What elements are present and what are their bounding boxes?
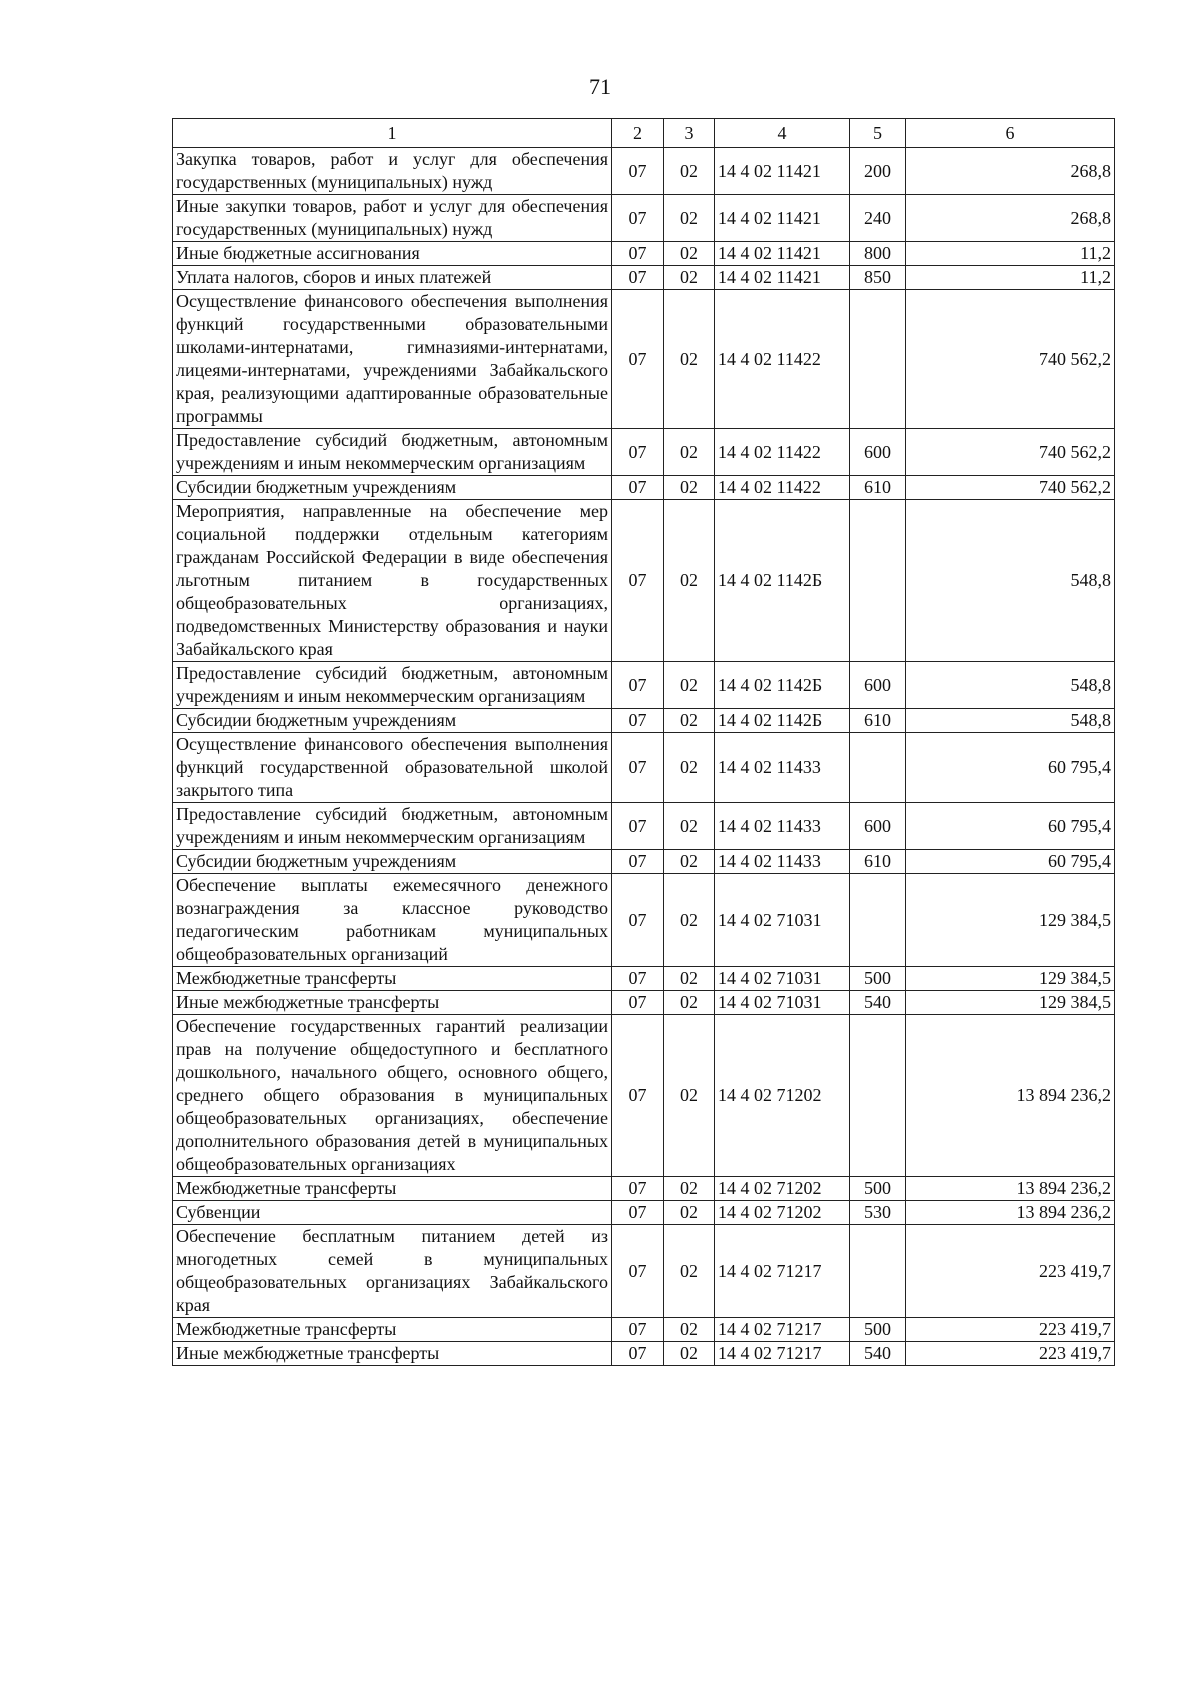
row-section: 07	[612, 991, 664, 1015]
row-name: Субсидии бюджетным учреждениям	[173, 850, 612, 874]
row-section: 07	[612, 1225, 664, 1318]
row-expense-type: 200	[850, 148, 906, 195]
row-name: Межбюджетные трансферты	[173, 1318, 612, 1342]
row-target-code: 14 4 02 11433	[715, 850, 850, 874]
row-target-code: 14 4 02 71031	[715, 874, 850, 967]
table-row	[173, 429, 1115, 476]
row-subsection: 02	[664, 1318, 715, 1342]
table-row	[173, 1225, 1115, 1318]
row-target-code: 14 4 02 71217	[715, 1318, 850, 1342]
row-name: Закупка товаров, работ и услуг для обеспечения государственных (муниципальных) нужд	[173, 148, 612, 195]
table-row	[173, 500, 1115, 662]
table-row	[173, 290, 1115, 429]
row-section: 07	[612, 662, 664, 709]
row-name: Осуществление финансового обеспечения выполнения функций государственными образовательными школами-интернатами, гимназиями-интернатами, лицеями-интернатами, учреждениями Забайкальского края, реализующими адаптированные образовательные программы	[173, 290, 612, 429]
row-amount: 129 384,5	[906, 967, 1115, 991]
row-section: 07	[612, 874, 664, 967]
row-name: Обеспечение выплаты ежемесячного денежного вознаграждения за классное руководство педагогическим работникам муниципальных общеобразовательных организаций	[173, 874, 612, 967]
row-name: Осуществление финансового обеспечения выполнения функций государственной образовательной школой закрытого типа	[173, 733, 612, 803]
row-section: 07	[612, 290, 664, 429]
row-expense-type: 610	[850, 850, 906, 874]
row-section: 07	[612, 967, 664, 991]
row-name: Субсидии бюджетным учреждениям	[173, 709, 612, 733]
row-amount: 60 795,4	[906, 733, 1115, 803]
row-expense-type: 500	[850, 1177, 906, 1201]
row-subsection: 02	[664, 662, 715, 709]
row-subsection: 02	[664, 1342, 715, 1366]
row-subsection: 02	[664, 967, 715, 991]
row-expense-type: 500	[850, 1318, 906, 1342]
row-amount: 11,2	[906, 266, 1115, 290]
row-target-code: 14 4 02 11433	[715, 803, 850, 850]
row-amount: 60 795,4	[906, 850, 1115, 874]
row-name: Предоставление субсидий бюджетным, автономным учреждениям и иным некоммерческим организациям	[173, 429, 612, 476]
row-subsection: 02	[664, 429, 715, 476]
row-expense-type: 600	[850, 662, 906, 709]
table-row	[173, 476, 1115, 500]
table-row	[173, 1342, 1115, 1366]
row-subsection: 02	[664, 148, 715, 195]
row-target-code: 14 4 02 1142Б	[715, 662, 850, 709]
header-col-1: 1	[173, 119, 612, 148]
header-col-3: 3	[664, 119, 715, 148]
row-amount: 268,8	[906, 195, 1115, 242]
row-amount: 548,8	[906, 500, 1115, 662]
row-expense-type: 800	[850, 242, 906, 266]
table-body	[173, 148, 1115, 1366]
row-name: Мероприятия, направленные на обеспечение мер социальной поддержки отдельным категориям гражданам Российской Федерации в виде обеспечения льготным питанием в государственных общеобразовательных организациях, подведомственных Министерству образования и науки Забайкальского края	[173, 500, 612, 662]
row-amount: 548,8	[906, 662, 1115, 709]
table-row	[173, 733, 1115, 803]
row-expense-type: 610	[850, 709, 906, 733]
row-subsection: 02	[664, 500, 715, 662]
row-subsection: 02	[664, 733, 715, 803]
header-col-6: 6	[906, 119, 1115, 148]
row-section: 07	[612, 148, 664, 195]
row-expense-type: 600	[850, 803, 906, 850]
row-target-code: 14 4 02 71217	[715, 1225, 850, 1318]
row-subsection: 02	[664, 266, 715, 290]
row-target-code: 14 4 02 71031	[715, 991, 850, 1015]
table-row	[173, 709, 1115, 733]
row-subsection: 02	[664, 803, 715, 850]
row-subsection: 02	[664, 850, 715, 874]
row-section: 07	[612, 803, 664, 850]
row-expense-type	[850, 1225, 906, 1318]
row-expense-type	[850, 500, 906, 662]
row-target-code: 14 4 02 71202	[715, 1015, 850, 1177]
row-expense-type	[850, 290, 906, 429]
row-section: 07	[612, 1201, 664, 1225]
row-amount: 268,8	[906, 148, 1115, 195]
row-target-code: 14 4 02 11422	[715, 290, 850, 429]
row-target-code: 14 4 02 1142Б	[715, 500, 850, 662]
row-name: Уплата налогов, сборов и иных платежей	[173, 266, 612, 290]
row-target-code: 14 4 02 71202	[715, 1201, 850, 1225]
row-subsection: 02	[664, 991, 715, 1015]
page-number: 71	[589, 74, 611, 99]
row-name: Обеспечение бесплатным питанием детей из многодетных семей в муниципальных общеобразовательных организациях Забайкальского края	[173, 1225, 612, 1318]
row-expense-type	[850, 733, 906, 803]
row-name: Иные бюджетные ассигнования	[173, 242, 612, 266]
row-section: 07	[612, 850, 664, 874]
row-subsection: 02	[664, 1201, 715, 1225]
row-name: Обеспечение государственных гарантий реализации прав на получение общедоступного и бесплатного дошкольного, начального общего, основного общего, среднего общего образования в муниципальных общеобразовательных организациях, обеспечение дополнительного образования детей в муниципальных общеобразовательных организациях	[173, 1015, 612, 1177]
row-expense-type: 850	[850, 266, 906, 290]
row-expense-type: 540	[850, 991, 906, 1015]
table-row	[173, 266, 1115, 290]
table-row	[173, 874, 1115, 967]
row-expense-type: 240	[850, 195, 906, 242]
table-row	[173, 850, 1115, 874]
row-section: 07	[612, 1015, 664, 1177]
row-name: Иные межбюджетные трансферты	[173, 1342, 612, 1366]
table-row	[173, 1015, 1115, 1177]
table-row	[173, 1318, 1115, 1342]
row-amount: 13 894 236,2	[906, 1177, 1115, 1201]
row-section: 07	[612, 1177, 664, 1201]
row-name: Иные закупки товаров, работ и услуг для обеспечения государственных (муниципальных) нужд	[173, 195, 612, 242]
row-target-code: 14 4 02 11422	[715, 429, 850, 476]
header-col-2: 2	[612, 119, 664, 148]
row-subsection: 02	[664, 242, 715, 266]
row-expense-type: 500	[850, 967, 906, 991]
header-col-5: 5	[850, 119, 906, 148]
row-name: Предоставление субсидий бюджетным, автономным учреждениям и иным некоммерческим организациям	[173, 662, 612, 709]
row-expense-type	[850, 874, 906, 967]
row-amount: 11,2	[906, 242, 1115, 266]
row-section: 07	[612, 266, 664, 290]
table-row	[173, 967, 1115, 991]
row-subsection: 02	[664, 476, 715, 500]
row-amount: 60 795,4	[906, 803, 1115, 850]
row-target-code: 14 4 02 11421	[715, 266, 850, 290]
row-section: 07	[612, 500, 664, 662]
row-name: Межбюджетные трансферты	[173, 967, 612, 991]
row-name: Иные межбюджетные трансферты	[173, 991, 612, 1015]
row-name: Субвенции	[173, 1201, 612, 1225]
row-expense-type: 540	[850, 1342, 906, 1366]
row-section: 07	[612, 476, 664, 500]
row-section: 07	[612, 709, 664, 733]
header-row	[173, 119, 1115, 148]
row-section: 07	[612, 242, 664, 266]
row-name: Межбюджетные трансферты	[173, 1177, 612, 1201]
row-section: 07	[612, 1318, 664, 1342]
row-amount: 740 562,2	[906, 476, 1115, 500]
row-target-code: 14 4 02 11422	[715, 476, 850, 500]
table-row	[173, 991, 1115, 1015]
row-section: 07	[612, 195, 664, 242]
row-expense-type: 600	[850, 429, 906, 476]
row-target-code: 14 4 02 11421	[715, 242, 850, 266]
table-row	[173, 803, 1115, 850]
budget-table	[172, 118, 1115, 1366]
row-subsection: 02	[664, 1177, 715, 1201]
table-row	[173, 148, 1115, 195]
row-expense-type	[850, 1015, 906, 1177]
row-section: 07	[612, 429, 664, 476]
row-amount: 13 894 236,2	[906, 1015, 1115, 1177]
row-name: Предоставление субсидий бюджетным, автономным учреждениям и иным некоммерческим организациям	[173, 803, 612, 850]
row-amount: 740 562,2	[906, 429, 1115, 476]
row-section: 07	[612, 733, 664, 803]
row-target-code: 14 4 02 71031	[715, 967, 850, 991]
row-expense-type: 530	[850, 1201, 906, 1225]
row-amount: 129 384,5	[906, 874, 1115, 967]
table-row	[173, 662, 1115, 709]
header-col-4: 4	[715, 119, 850, 148]
row-amount: 740 562,2	[906, 290, 1115, 429]
row-name: Субсидии бюджетным учреждениям	[173, 476, 612, 500]
row-target-code: 14 4 02 71202	[715, 1177, 850, 1201]
row-subsection: 02	[664, 709, 715, 733]
row-subsection: 02	[664, 290, 715, 429]
row-amount: 129 384,5	[906, 991, 1115, 1015]
table-row	[173, 1177, 1115, 1201]
row-target-code: 14 4 02 11433	[715, 733, 850, 803]
row-expense-type: 610	[850, 476, 906, 500]
row-amount: 13 894 236,2	[906, 1201, 1115, 1225]
row-subsection: 02	[664, 195, 715, 242]
table-row	[173, 195, 1115, 242]
row-subsection: 02	[664, 1225, 715, 1318]
row-target-code: 14 4 02 1142Б	[715, 709, 850, 733]
row-amount: 223 419,7	[906, 1225, 1115, 1318]
row-amount: 548,8	[906, 709, 1115, 733]
row-subsection: 02	[664, 874, 715, 967]
row-target-code: 14 4 02 11421	[715, 195, 850, 242]
row-section: 07	[612, 1342, 664, 1366]
row-subsection: 02	[664, 1015, 715, 1177]
row-target-code: 14 4 02 71217	[715, 1342, 850, 1366]
table-row	[173, 1201, 1115, 1225]
row-target-code: 14 4 02 11421	[715, 148, 850, 195]
table-row	[173, 242, 1115, 266]
row-amount: 223 419,7	[906, 1342, 1115, 1366]
row-amount: 223 419,7	[906, 1318, 1115, 1342]
